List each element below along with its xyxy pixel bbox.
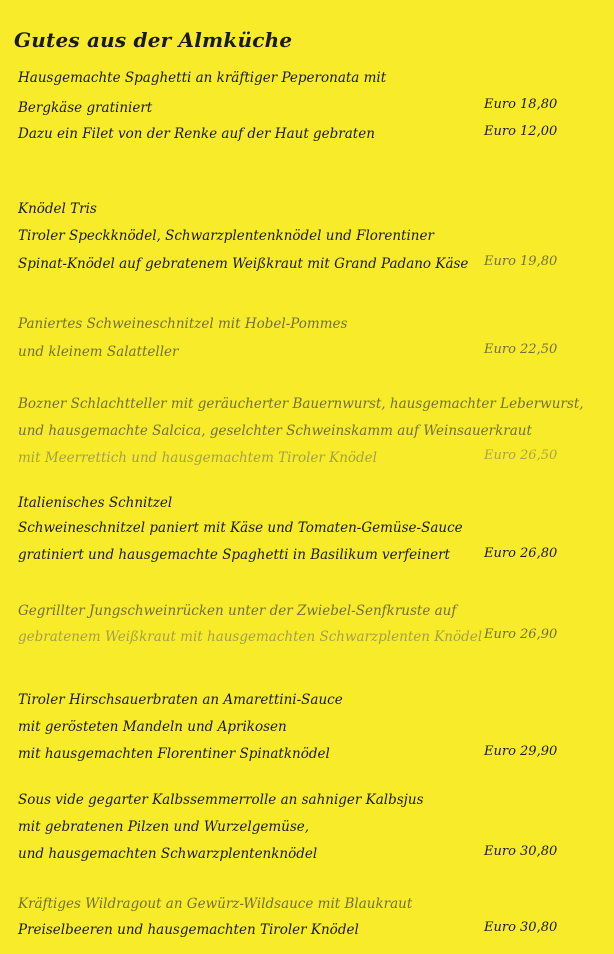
dish-price: Euro 29,90 [484, 744, 558, 759]
dish-line: Schweineschnitzel paniert mit Käse und Tomaten-Gemüse-Sauce [18, 520, 463, 536]
dish-price: Euro 30,80 [484, 844, 558, 859]
dish-line: Kräftiges Wildragout an Gewürz-Wildsauce mit Blaukraut [18, 896, 413, 912]
dish-line: gratiniert und hausgemachte Spaghetti in Basilikum verfeinert [18, 547, 450, 563]
dish-line: Gegrillter Jungschweinrücken unter der Zwiebel-Senfkruste auf [18, 603, 457, 619]
menu-title: Gutes aus der Almküche [14, 28, 293, 52]
dish-line: Bergkäse gratiniert [18, 100, 153, 116]
dish-line: Paniertes Schweineschnitzel mit Hobel-Pommes [18, 316, 348, 332]
dish-line: Sous vide gegarter Kalbssemmerrolle an sahniger Kalbsjus [18, 792, 424, 808]
dish-price: Euro 30,80 [484, 920, 558, 935]
dish-price: Euro 19,80 [484, 254, 558, 269]
dish-line: und hausgemachte Salcica, geselchter Schweinskamm auf Weinsauerkraut [18, 423, 532, 439]
dish-price: Euro 26,50 [484, 448, 558, 463]
dish-line: mit Meerrettich und hausgemachtem Tiroler Knödel [18, 450, 377, 466]
dish-line: gebratenem Weißkraut mit hausgemachten Schwarzplenten Knödel [18, 629, 483, 645]
dish-line: Italienisches Schnitzel [18, 495, 173, 511]
dish-line: Tiroler Speckknödel, Schwarzplentenknödel und Florentiner [18, 228, 434, 244]
dish-line: mit gerösteten Mandeln und Aprikosen [18, 719, 287, 735]
dish-price: Euro 18,80 [484, 97, 558, 112]
dish-line: mit hausgemachten Florentiner Spinatknödel [18, 746, 330, 762]
dish-price: Euro 12,00 [484, 124, 558, 139]
dish-line: Dazu ein Filet von der Renke auf der Haut gebraten [18, 126, 375, 142]
dish-price: Euro 22,50 [484, 342, 558, 357]
dish-line: und hausgemachten Schwarzplentenknödel [18, 846, 318, 862]
dish-line: Bozner Schlachtteller mit geräucherter Bauernwurst, hausgemachter Leberwurst, [18, 396, 584, 412]
dish-line: Tiroler Hirschsauerbraten an Amarettini-Sauce [18, 692, 343, 708]
dish-line: Knödel Tris [18, 201, 97, 217]
dish-line: Hausgemachte Spaghetti an kräftiger Peperonata mit [18, 70, 387, 86]
dish-price: Euro 26,80 [484, 546, 558, 561]
dish-line: mit gebratenen Pilzen und Wurzelgemüse, [18, 819, 310, 835]
dish-price: Euro 26,90 [484, 627, 558, 642]
dish-line: Preiselbeeren und hausgemachten Tiroler Knödel [18, 922, 359, 938]
dish-line: Spinat-Knödel auf gebratenem Weißkraut mit Grand Padano Käse [18, 256, 469, 272]
dish-line: und kleinem Salatteller [18, 344, 179, 360]
